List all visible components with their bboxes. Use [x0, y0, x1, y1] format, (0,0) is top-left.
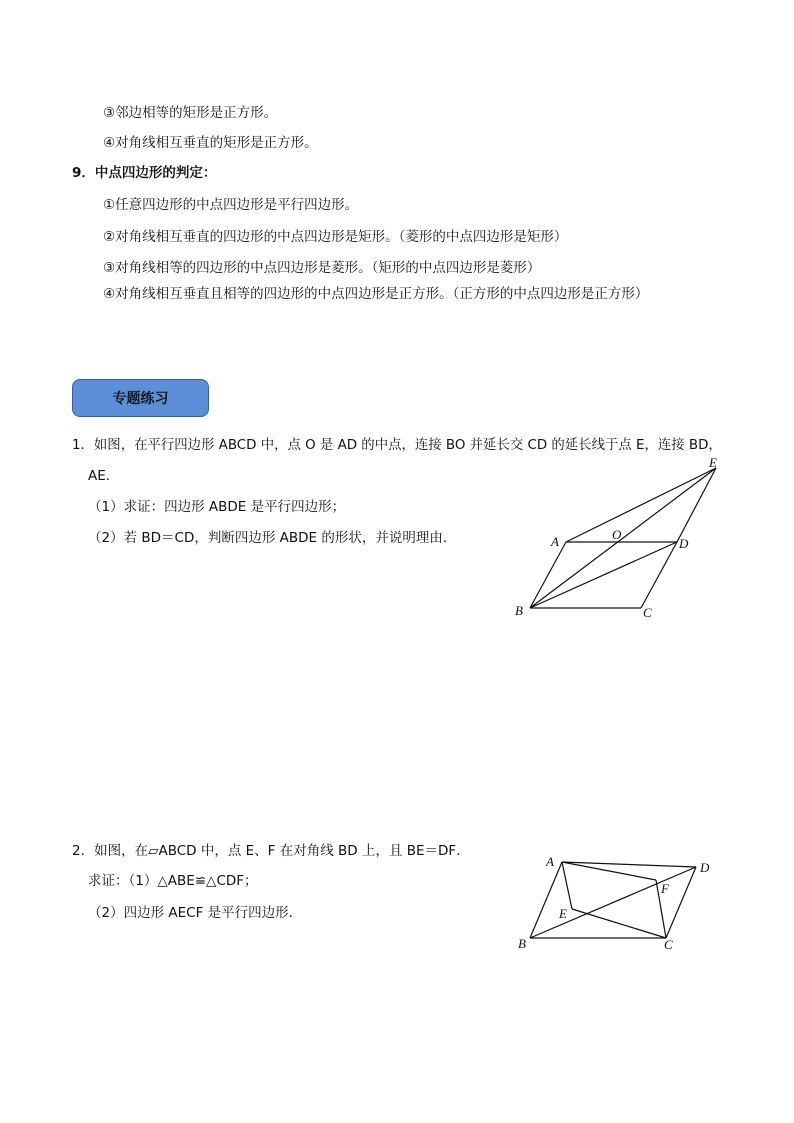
midpoint-rule-4: ④对角线相互垂直且相等的四边形的中点四边形是正方形。（正方形的中点四边形是正方形） [103, 286, 649, 302]
label-E: E [709, 455, 717, 470]
label-D: D [700, 860, 710, 875]
problem-1-stem-line2: AE． [88, 468, 120, 484]
label-A: A [551, 534, 559, 549]
edge-AE [562, 862, 572, 909]
midpoint-rule-1: ①任意四边形的中点四边形是平行四边形。 [103, 197, 359, 213]
label-C: C [664, 937, 673, 952]
label-B: B [518, 936, 526, 951]
label-C: C [643, 605, 652, 620]
midpoint-rule-3: ③对角线相等的四边形的中点四边形是菱形。（矩形的中点四边形是菱形） [103, 260, 541, 276]
problem-2-stem: 2．如图，在▱ABCD 中，点 E、F 在对角线 BD 上，且 BE＝DF． [72, 843, 470, 859]
item-9-title: 9．中点四边形的判定： [72, 165, 217, 181]
problem-1-part-1: （1）求证：四边形 ABDE 是平行四边形； [88, 499, 346, 515]
problem-2-part-1: 求证：（1）△ABE≌△CDF； [88, 873, 258, 889]
problem-1-part-2: （2）若 BD＝CD，判断四边形 ABDE 的形状，并说明理由． [88, 530, 457, 546]
label-A: A [546, 854, 554, 869]
label-D: D [679, 536, 689, 551]
problem-1-stem-line1: 1．如图，在平行四边形 ABCD 中，点 O 是 AD 的中点，连接 BO 并延长交 CD 的延长线于点 E，连接 BD， [72, 438, 722, 453]
label-E: E [559, 906, 567, 921]
problem-2-part-2: （2）四边形 AECF 是平行四边形． [88, 905, 303, 921]
label-O: O [612, 527, 622, 542]
label-B: B [515, 603, 523, 618]
theorem-line-3: ③邻边相等的矩形是正方形。 [103, 105, 278, 121]
theorem-line-4: ④对角线相互垂直的矩形是正方形。 [103, 135, 318, 151]
edge-EC [572, 909, 666, 938]
section-tag-label: 专题练习 [112, 391, 169, 407]
midpoint-rule-2: ②对角线相互垂直的四边形的中点四边形是矩形。（菱形的中点四边形是矩形） [103, 229, 568, 245]
label-F: F [661, 881, 669, 896]
